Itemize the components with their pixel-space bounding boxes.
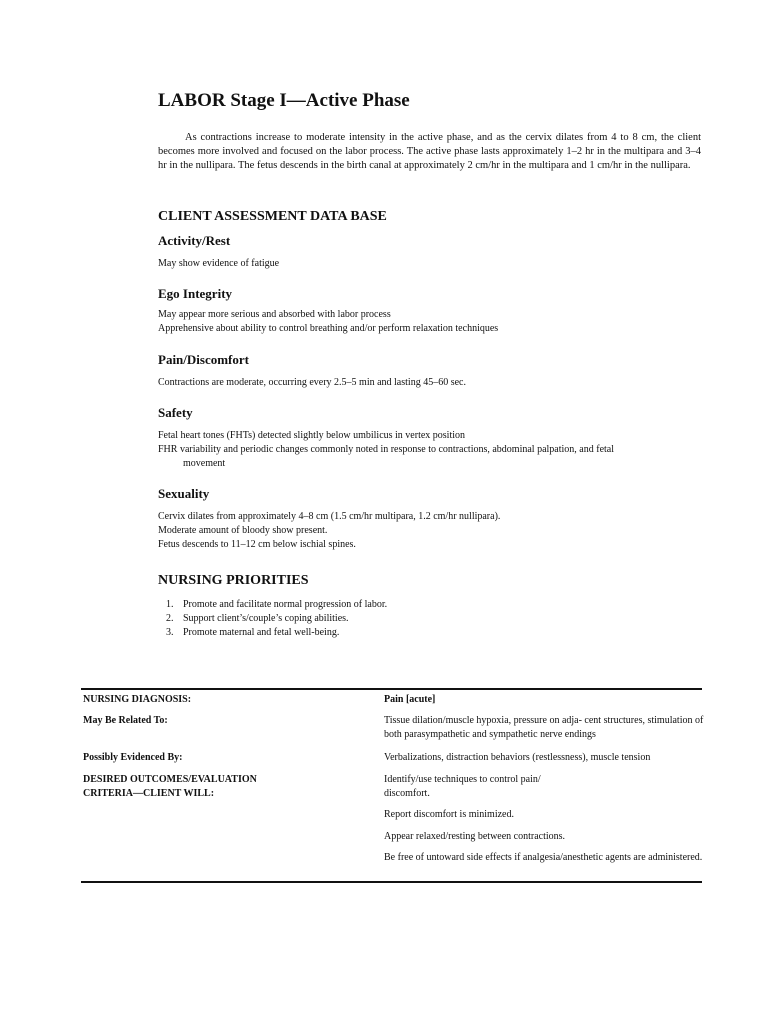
pain-discomfort-heading: Pain/Discomfort [158,352,249,367]
ego-integrity-line: May appear more serious and absorbed with labor process [158,309,391,320]
sexuality-line: Fetus descends to 11–12 cm below ischial spines. [158,539,356,550]
assessment-heading: CLIENT ASSESSMENT DATA BASE [158,209,387,224]
nursing-priorities-heading: NURSING PRIORITIES [158,573,309,588]
list-item [166,598,387,612]
sexuality-line: Moderate amount of bloody show present. [158,525,328,536]
ego-integrity-heading: Ego Integrity [158,286,233,301]
activity-rest-heading: Activity/Rest [158,233,231,248]
list-item-number: 3. [166,627,174,638]
list-item-text: Promote maternal and fetal well-being. [183,627,340,638]
safety-line: Fetal heart tones (FHTs) detected slightly below umbilicus in vertex position [158,430,466,441]
outcome-item: Report discomfort is minimized. [384,809,514,820]
safety-line: FHR variability and periodic changes commonly noted in response to contractions, abdominal palpation, and fetal [158,444,614,455]
outcome-item: Be free of untoward side effects if analgesia/anesthetic agents are administered. [384,852,703,863]
related-to-label: May Be Related To: [83,715,168,726]
evidenced-by-label: Possibly Evidenced By: [83,752,183,763]
list-item-number: 1. [166,599,174,610]
outcome-item: Appear relaxed/resting between contractions. [384,831,566,842]
sexuality-heading: Sexuality [158,486,210,501]
diagnosis-label: NURSING DIAGNOSIS: [83,694,192,705]
list-item-text: Promote and facilitate normal progression of labor. [183,599,388,610]
outcome-item: Identify/use techniques to control pain/ discomfort. [384,774,541,799]
priorities-list [166,598,387,640]
safety-line: movement [183,458,226,469]
ego-integrity-line: Apprehensive about ability to control breathing and/or perform relaxation techniques [158,323,499,334]
related-to-value: Tissue dilation/muscle hypoxia, pressure on adja- cent structures, stimulation of both parasympathetic and sympathetic nerve endings [384,715,704,740]
desired-outcomes-label: DESIRED OUTCOMES/EVALUATION CRITERIA—CLIENT WILL: [83,774,257,799]
sexuality-line: Cervix dilates from approximately 4–8 cm (1.5 cm/hr multipara, 1.2 cm/hr nullipara). [158,511,501,522]
page-title: LABOR Stage I—Active Phase [158,90,410,111]
pain-discomfort-line: Contractions are moderate, occurring every 2.5–5 min and lasting 45–60 sec. [158,377,466,388]
intro-paragraph: As contractions increase to moderate intensity in the active phase, and as the cervix dilates from 4 to 8 cm, the client becomes more involved and focused on the labor process. The active phase lasts approximately 1–2 hr in the multipara and 3–4 hr in the nullipara. The fetus descends in the birth canal at approximately 2 cm/hr in the multipara and 1 cm/hr in the nullipara. [158,132,701,172]
diagnosis-value: Pain [acute] [384,694,436,705]
list-item-text: Support client’s/couple’s coping abilities. [183,613,349,624]
list-item [166,612,387,626]
nursing-diagnosis-table [81,688,702,883]
safety-heading: Safety [158,405,193,420]
activity-rest-line: May show evidence of fatigue [158,258,280,269]
list-item [166,626,387,640]
evidenced-by-value: Verbalizations, distraction behaviors (restlessness), muscle tension [384,752,651,763]
list-item-number: 2. [166,613,174,624]
